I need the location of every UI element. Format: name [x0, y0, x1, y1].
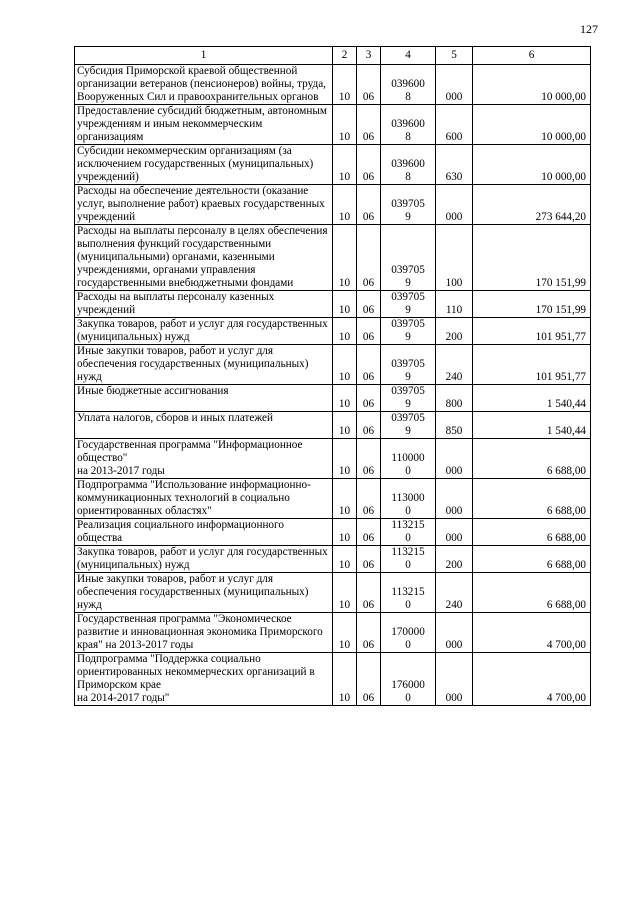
row-name-cell: Подпрограмма "Поддержка социально ориентированных некоммерческих организаций в Приморском крае на 2014-2017 годы"	[75, 653, 333, 706]
row-name-cell: Иные закупки товаров, работ и услуг для обеспечения государственных (муниципальных) нужд	[75, 345, 333, 385]
row-name-cell: Расходы на выплаты персоналу в целях обеспечения выполнения функций государственными (муниципальными) органами, казенными учреждениями, органами управления государственными внебюджетными фондами	[75, 225, 333, 291]
table-row	[75, 519, 591, 546]
table-row	[75, 412, 591, 439]
row-section-cell: 10	[333, 291, 357, 318]
row-expense-type-cell: 200	[436, 318, 473, 345]
table-row	[75, 318, 591, 345]
row-target-code-cell: 039705 9	[381, 345, 436, 385]
table-row	[75, 345, 591, 385]
table-row	[75, 65, 591, 105]
table-row	[75, 225, 591, 291]
row-name-cell: Реализация социального информационного общества	[75, 519, 333, 546]
budget-table	[74, 46, 591, 706]
row-target-code-cell: 113215 0	[381, 546, 436, 573]
row-amount-cell: 1 540,44	[473, 385, 591, 412]
row-target-code-cell: 039705 9	[381, 185, 436, 225]
row-name-cell: Иные закупки товаров, работ и услуг для обеспечения государственных (муниципальных) нужд	[75, 573, 333, 613]
row-subsection-cell: 06	[357, 318, 381, 345]
table-row	[75, 573, 591, 613]
table-row	[75, 546, 591, 573]
column-header-3: 3	[357, 47, 381, 65]
row-target-code-cell: 110000 0	[381, 439, 436, 479]
row-name-cell: Субсидия Приморской краевой общественной организации ветеранов (пенсионеров) войны, труда, Вооруженных Сил и правоохранительных органов	[75, 65, 333, 105]
row-amount-cell: 101 951,77	[473, 345, 591, 385]
row-section-cell: 10	[333, 573, 357, 613]
page-number: 127	[580, 22, 598, 36]
row-target-code-cell: 039600 8	[381, 65, 436, 105]
table-row	[75, 105, 591, 145]
header-row	[75, 47, 591, 65]
row-name-cell: Субсидии некоммерческим организациям (за исключением государственных (муниципальных) учреждений)	[75, 145, 333, 185]
row-target-code-cell: 039705 9	[381, 412, 436, 439]
row-amount-cell: 4 700,00	[473, 613, 591, 653]
row-target-code-cell: 113000 0	[381, 479, 436, 519]
row-name-cell: Государственная программа "Экономическое развитие и инновационная экономика Приморского края" на 2013-2017 годы	[75, 613, 333, 653]
column-header-6: 6	[473, 47, 591, 65]
row-target-code-cell: 113215 0	[381, 519, 436, 546]
row-section-cell: 10	[333, 385, 357, 412]
row-target-code-cell: 039705 9	[381, 291, 436, 318]
row-subsection-cell: 06	[357, 546, 381, 573]
row-amount-cell: 6 688,00	[473, 439, 591, 479]
row-section-cell: 10	[333, 653, 357, 706]
row-subsection-cell: 06	[357, 145, 381, 185]
row-section-cell: 10	[333, 439, 357, 479]
row-amount-cell: 10 000,00	[473, 105, 591, 145]
table-row	[75, 653, 591, 706]
row-amount-cell: 10 000,00	[473, 65, 591, 105]
row-section-cell: 10	[333, 479, 357, 519]
row-subsection-cell: 06	[357, 653, 381, 706]
row-expense-type-cell: 800	[436, 385, 473, 412]
row-target-code-cell: 039705 9	[381, 385, 436, 412]
row-subsection-cell: 06	[357, 345, 381, 385]
row-section-cell: 10	[333, 318, 357, 345]
column-header-2: 2	[333, 47, 357, 65]
row-amount-cell: 6 688,00	[473, 479, 591, 519]
row-section-cell: 10	[333, 185, 357, 225]
row-expense-type-cell: 000	[436, 185, 473, 225]
row-subsection-cell: 06	[357, 291, 381, 318]
table-row	[75, 613, 591, 653]
row-expense-type-cell: 600	[436, 105, 473, 145]
row-subsection-cell: 06	[357, 412, 381, 439]
row-section-cell: 10	[333, 345, 357, 385]
row-expense-type-cell: 000	[436, 439, 473, 479]
row-target-code-cell: 039705 9	[381, 318, 436, 345]
row-section-cell: 10	[333, 145, 357, 185]
row-expense-type-cell: 000	[436, 65, 473, 105]
column-header-1: 1	[75, 47, 333, 65]
row-name-cell: Подпрограмма "Использование информационно-коммуникационных технологий в социально ориентированных областях"	[75, 479, 333, 519]
row-target-code-cell: 039600 8	[381, 105, 436, 145]
row-subsection-cell: 06	[357, 385, 381, 412]
row-name-cell: Расходы на обеспечение деятельности (оказание услуг, выполнение работ) краевых государственных учреждений	[75, 185, 333, 225]
row-expense-type-cell: 110	[436, 291, 473, 318]
row-expense-type-cell: 200	[436, 546, 473, 573]
row-amount-cell: 1 540,44	[473, 412, 591, 439]
row-amount-cell: 10 000,00	[473, 145, 591, 185]
row-expense-type-cell: 850	[436, 412, 473, 439]
row-expense-type-cell: 240	[436, 345, 473, 385]
row-expense-type-cell: 000	[436, 653, 473, 706]
row-name-cell: Иные бюджетные ассигнования	[75, 385, 333, 412]
row-subsection-cell: 06	[357, 519, 381, 546]
row-name-cell: Предоставление субсидий бюджетным, автономным учреждениям и иным некоммерческим организациям	[75, 105, 333, 145]
row-subsection-cell: 06	[357, 185, 381, 225]
row-subsection-cell: 06	[357, 613, 381, 653]
row-name-cell: Расходы на выплаты персоналу казенных учреждений	[75, 291, 333, 318]
column-header-4: 4	[381, 47, 436, 65]
table-row	[75, 291, 591, 318]
row-expense-type-cell: 000	[436, 613, 473, 653]
row-amount-cell: 273 644,20	[473, 185, 591, 225]
row-amount-cell: 4 700,00	[473, 653, 591, 706]
row-section-cell: 10	[333, 105, 357, 145]
row-name-cell: Закупка товаров, работ и услуг для государственных (муниципальных) нужд	[75, 318, 333, 345]
row-subsection-cell: 06	[357, 225, 381, 291]
row-target-code-cell: 170000 0	[381, 613, 436, 653]
table-row	[75, 145, 591, 185]
row-subsection-cell: 06	[357, 439, 381, 479]
row-amount-cell: 170 151,99	[473, 225, 591, 291]
row-section-cell: 10	[333, 412, 357, 439]
table-row	[75, 385, 591, 412]
row-name-cell: Государственная программа "Информационное общество" на 2013-2017 годы	[75, 439, 333, 479]
row-amount-cell: 101 951,77	[473, 318, 591, 345]
row-amount-cell: 6 688,00	[473, 519, 591, 546]
row-target-code-cell: 039705 9	[381, 225, 436, 291]
row-amount-cell: 6 688,00	[473, 573, 591, 613]
table-row	[75, 439, 591, 479]
row-expense-type-cell: 000	[436, 479, 473, 519]
row-subsection-cell: 06	[357, 573, 381, 613]
row-section-cell: 10	[333, 519, 357, 546]
table-row	[75, 185, 591, 225]
row-target-code-cell: 176000 0	[381, 653, 436, 706]
row-expense-type-cell: 630	[436, 145, 473, 185]
row-name-cell: Уплата налогов, сборов и иных платежей	[75, 412, 333, 439]
row-amount-cell: 6 688,00	[473, 546, 591, 573]
row-name-cell: Закупка товаров, работ и услуг для государственных (муниципальных) нужд	[75, 546, 333, 573]
row-section-cell: 10	[333, 546, 357, 573]
row-target-code-cell: 113215 0	[381, 573, 436, 613]
row-subsection-cell: 06	[357, 65, 381, 105]
row-expense-type-cell: 100	[436, 225, 473, 291]
row-target-code-cell: 039600 8	[381, 145, 436, 185]
row-subsection-cell: 06	[357, 479, 381, 519]
row-section-cell: 10	[333, 65, 357, 105]
row-section-cell: 10	[333, 613, 357, 653]
row-expense-type-cell: 000	[436, 519, 473, 546]
row-subsection-cell: 06	[357, 105, 381, 145]
column-header-5: 5	[436, 47, 473, 65]
row-amount-cell: 170 151,99	[473, 291, 591, 318]
table-row	[75, 479, 591, 519]
row-expense-type-cell: 240	[436, 573, 473, 613]
row-section-cell: 10	[333, 225, 357, 291]
